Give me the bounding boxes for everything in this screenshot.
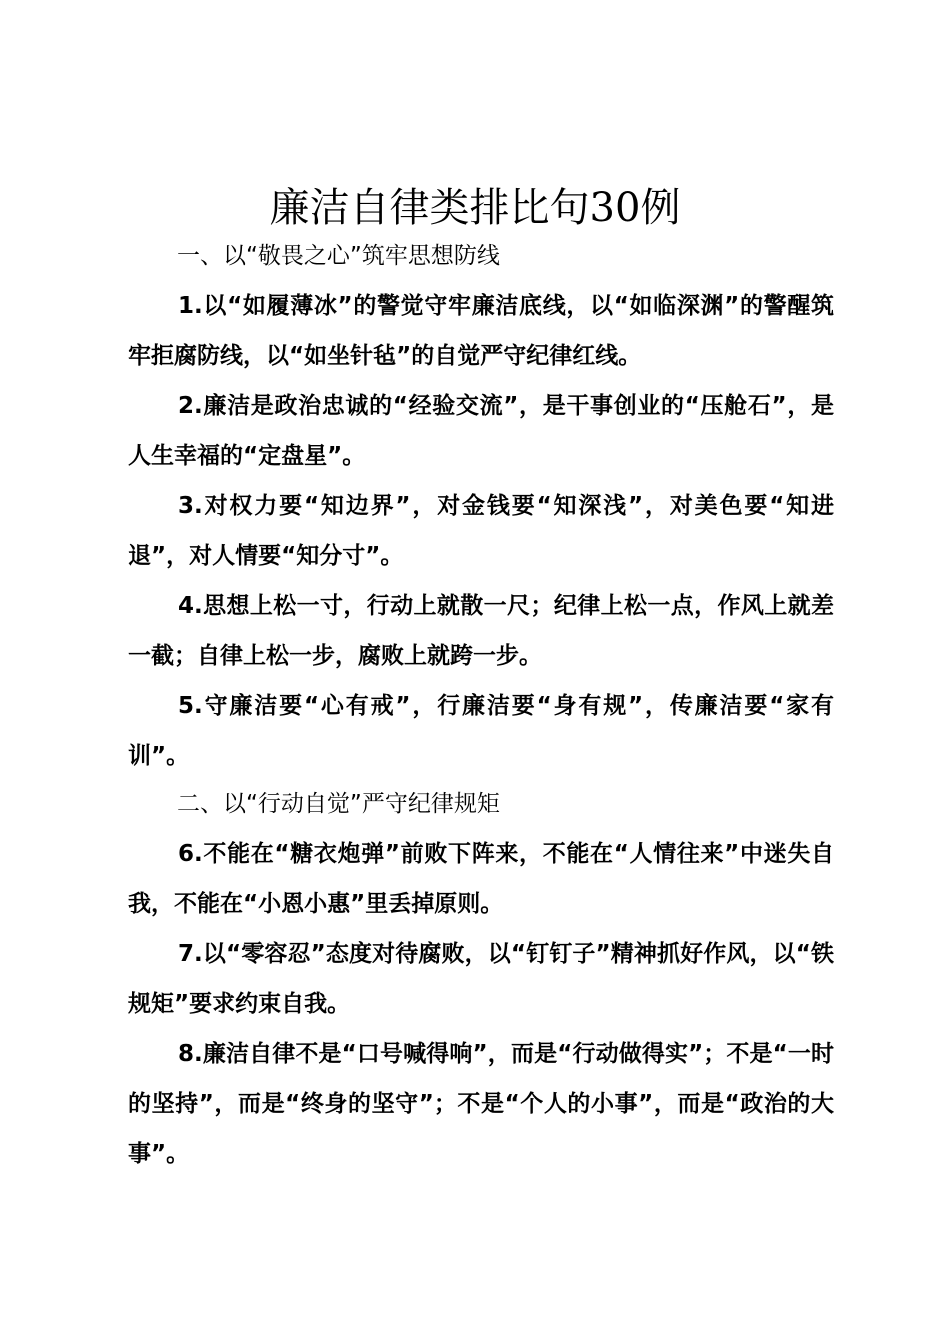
document-title: 廉洁自律类排比句30例	[269, 185, 681, 231]
section-heading-1: 一、以“敬畏之心”筑牢思想防线	[177, 243, 500, 269]
paragraph-5: 5.守廉洁要“心有戒”，行廉洁要“身有规”，传廉洁要“家有训”。	[128, 693, 834, 769]
section-heading-2: 二、以“行动自觉”严守纪律规矩	[177, 791, 500, 817]
paragraph-4: 4.思想上松一寸，行动上就散一尺；纪律上松一点，作风上就差一截；自律上松一步，腐败上就跨一步。	[128, 593, 834, 669]
paragraph-2: 2.廉洁是政治忠诚的“经验交流”，是干事创业的“压舱石”，是人生幸福的“定盘星”。	[128, 393, 834, 469]
paragraph-3: 3.对权力要“知边界”，对金钱要“知深浅”，对美色要“知进退”，对人情要“知分寸”。	[128, 493, 834, 569]
paragraph-8: 8.廉洁自律不是“口号喊得响”，而是“行动做得实”；不是“一时的坚持”，而是“终身的坚守”；不是“个人的小事”，而是“政治的大事”。	[128, 1041, 834, 1167]
paragraph-7: 7.以“零容忍”态度对待腐败，以“钉钉子”精神抓好作风，以“铁规矩”要求约束自我。	[128, 941, 834, 1017]
paragraph-6: 6.不能在“糖衣炮弹”前败下阵来，不能在“人情往来”中迷失自我，不能在“小恩小惠”里丢掉原则。	[128, 841, 834, 917]
paragraph-1: 1.以“如履薄冰”的警觉守牢廉洁底线，以“如临深渊”的警醒筑牢拒腐防线，以“如坐针毡”的自觉严守纪律红线。	[128, 293, 834, 369]
